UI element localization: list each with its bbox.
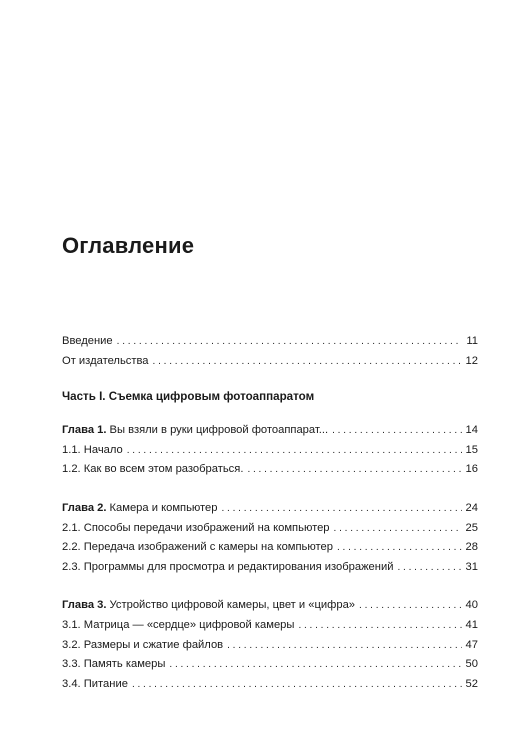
- section-title: 3.1. Матрица — «сердце» цифровой камеры: [62, 618, 295, 631]
- dot-leader: [127, 442, 462, 461]
- toc-section-3-4: [62, 675, 478, 695]
- toc-page-number: 52: [465, 677, 478, 690]
- toc-section-1-1: [62, 441, 478, 461]
- chapter-label: Глава 3.: [62, 599, 107, 612]
- dot-leader: [397, 559, 462, 578]
- section-title: 1.2. Как во всем этом разобраться.: [62, 463, 244, 476]
- toc-chapter-1: [62, 421, 478, 441]
- dot-leader: [153, 353, 462, 372]
- toc-page-number: 11: [466, 335, 478, 347]
- toc-page-number: 16: [465, 463, 478, 476]
- toc-page-number: 41: [465, 618, 478, 631]
- dot-leader: [247, 461, 462, 480]
- toc-page-number: 14: [465, 424, 478, 437]
- dot-leader: [132, 676, 462, 695]
- toc-section-3-1: [62, 616, 478, 636]
- dot-leader: [332, 422, 462, 441]
- section-title: 2.3. Программы для просмотра и редактирования изображений: [62, 560, 394, 573]
- dot-leader: [337, 539, 462, 558]
- toc-page-number: 24: [465, 501, 478, 514]
- toc-section-2-1: [62, 519, 478, 539]
- toc-section-2-3: [62, 558, 478, 578]
- dot-leader: [334, 520, 462, 539]
- toc-section-2-2: [62, 538, 478, 558]
- page-title: Оглавление: [62, 233, 195, 258]
- spacer: [62, 480, 478, 499]
- part-heading: Часть I. Съемка цифровым фотоаппаратом: [62, 390, 315, 404]
- dot-leader: [227, 637, 462, 656]
- table-of-contents: [62, 332, 478, 694]
- toc-page-number: 25: [465, 521, 478, 534]
- section-title: 1.1. Начало: [62, 443, 123, 456]
- dot-leader: [222, 500, 463, 519]
- dot-leader: [117, 333, 462, 352]
- chapter-label: Глава 1.: [62, 424, 107, 437]
- toc-page-number: 50: [465, 658, 478, 671]
- chapter-title: Камера и компьютер: [109, 501, 218, 514]
- toc-section-3-3: [62, 655, 478, 675]
- spacer: [62, 577, 478, 596]
- toc-page-number: 40: [465, 599, 478, 612]
- section-title: 3.4. Питание: [62, 677, 128, 690]
- chapter-title: Устройство цифровой камеры, цвет и «цифра»: [109, 599, 356, 612]
- toc-chapter-3: [62, 596, 478, 616]
- section-title: 2.2. Передача изображений с камеры на компьютер: [62, 541, 333, 554]
- chapter-title: Вы взяли в руки цифровой фотоаппарат...: [109, 424, 329, 437]
- section-title: 2.1. Способы передачи изображений на компьютер: [62, 521, 330, 534]
- toc-entry-intro: [62, 332, 478, 352]
- chapter-label: Глава 2.: [62, 501, 107, 514]
- toc-page-number: 12: [465, 354, 478, 367]
- dot-leader: [298, 617, 462, 636]
- dot-leader: [169, 656, 462, 675]
- section-title: 3.2. Размеры и сжатие файлов: [62, 638, 224, 651]
- toc-entry-title: От издательства: [62, 354, 149, 367]
- toc-page-number: 15: [465, 443, 478, 456]
- toc-section-1-2: [62, 460, 478, 480]
- toc-section-3-2: [62, 636, 478, 656]
- section-title: 3.3. Память камеры: [62, 658, 166, 671]
- toc-chapter-2: [62, 499, 478, 519]
- toc-entry-publisher: [62, 352, 478, 372]
- toc-page-number: 31: [465, 560, 478, 573]
- toc-page-number: 47: [465, 638, 478, 651]
- dot-leader: [359, 597, 462, 616]
- toc-page-number: 28: [465, 541, 478, 554]
- toc-entry-title: Введение: [62, 335, 113, 347]
